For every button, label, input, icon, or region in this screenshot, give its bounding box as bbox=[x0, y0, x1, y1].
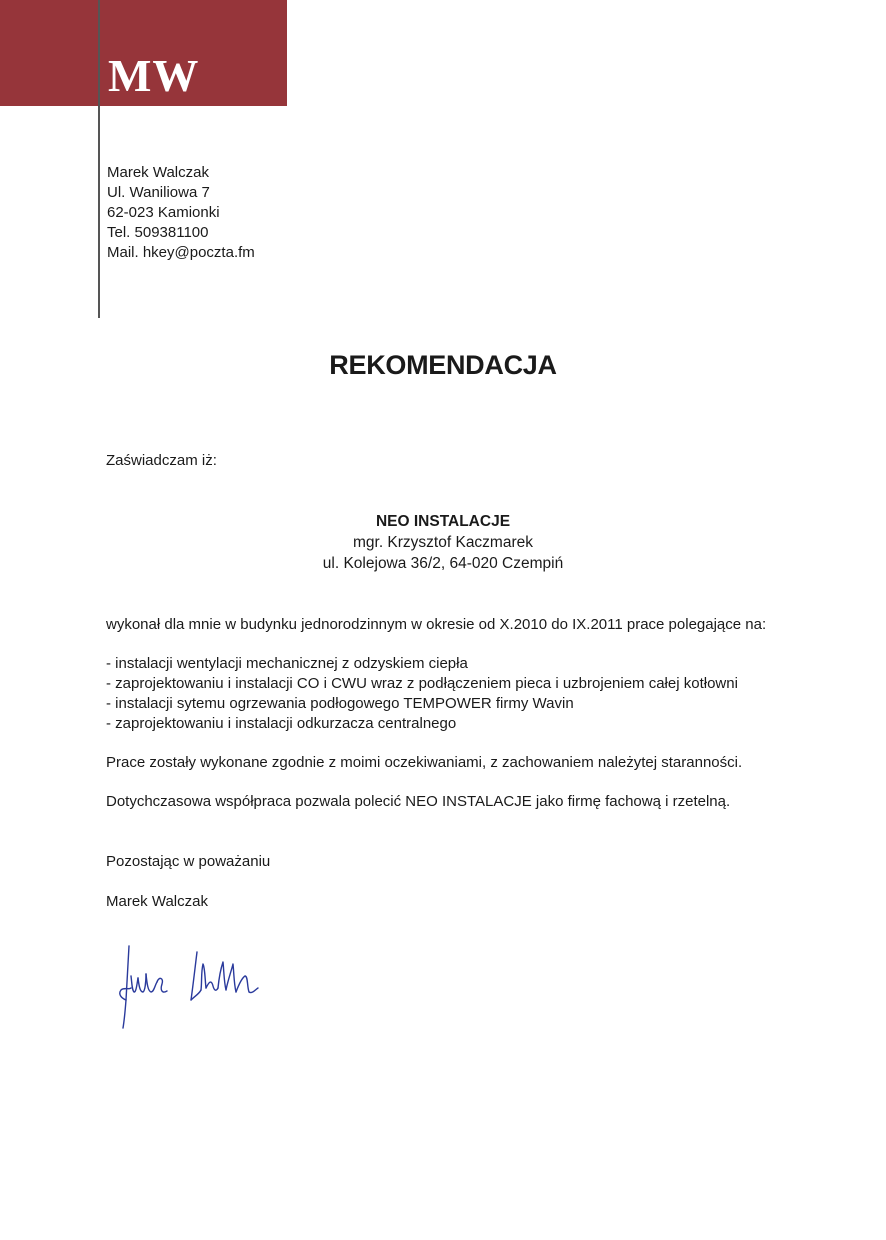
sender-city: 62-023 Kamionki bbox=[107, 204, 220, 221]
vertical-rule bbox=[98, 0, 100, 318]
list-item: - zaprojektowaniu i instalacji CO i CWU wraz z podłączeniem pieca i uzbrojeniem całej kotłowni bbox=[106, 675, 738, 692]
document-title: REKOMENDACJA bbox=[329, 350, 557, 380]
closing-text: Pozostając w poważaniu bbox=[106, 853, 271, 870]
company-address: ul. Kolejowa 36/2, 64-020 Czempiń bbox=[322, 555, 564, 572]
logo-block bbox=[0, 0, 287, 106]
list-item: - instalacji wentylacji mechanicznej z odzyskiem ciepła bbox=[106, 655, 468, 672]
certify-text: Zaświadczam iż: bbox=[106, 452, 217, 469]
sender-name: Marek Walczak bbox=[107, 164, 209, 181]
company-name: NEO INSTALACJE bbox=[375, 513, 511, 530]
work-intro: wykonał dla mnie w budynku jednorodzinnym w okresie od X.2010 do IX.2011 prace polegające na: bbox=[106, 616, 767, 633]
work-list bbox=[106, 654, 738, 734]
signature-image bbox=[115, 938, 275, 1034]
logo-text: MW bbox=[108, 50, 200, 101]
sender-street: Ul. Waniliowa 7 bbox=[107, 184, 210, 201]
recommendation-text: Dotychczasowa współpraca pozwala polecić NEO INSTALACJE jako firmę fachową i rzetelną. bbox=[106, 793, 731, 810]
sender-mail: Mail. hkey@poczta.fm bbox=[107, 244, 255, 261]
company-block bbox=[0, 511, 886, 574]
list-item: - zaprojektowaniu i instalacji odkurzacza centralnego bbox=[106, 715, 457, 732]
statement-text: Prace zostały wykonane zgodnie z moimi oczekiwaniami, z zachowaniem należytej staranności. bbox=[106, 754, 743, 771]
signer-name: Marek Walczak bbox=[106, 893, 208, 910]
company-person: mgr. Krzysztof Kaczmarek bbox=[352, 534, 533, 551]
list-item: - instalacji sytemu ogrzewania podłogowego TEMPOWER firmy Wavin bbox=[106, 695, 574, 712]
sender-address bbox=[107, 163, 255, 263]
sender-phone: Tel. 509381100 bbox=[107, 224, 209, 241]
